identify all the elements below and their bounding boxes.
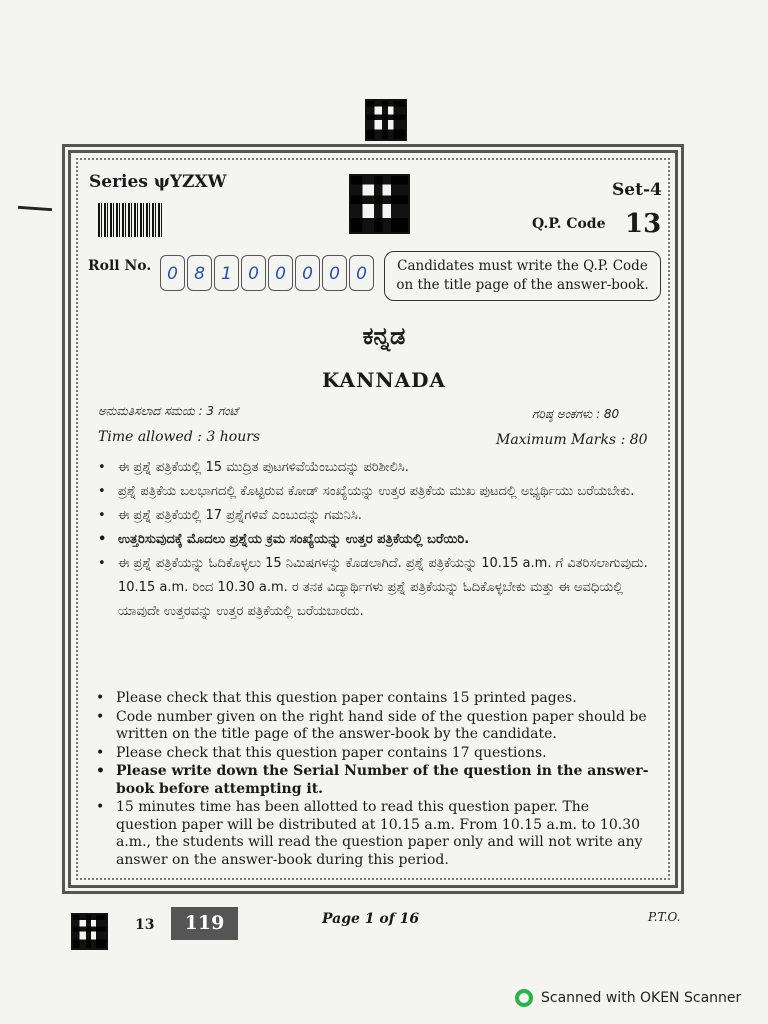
list-item: • Please write down the Serial Number of the question in the answer-book before attempting it. xyxy=(92,763,652,798)
list-item: • ಈ ಪ್ರಶ್ನೆ ಪತ್ರಿಕೆಯನ್ನು ಓದಿಕೊಳ್ಳಲು 15 ನಿಮಿಷಗಳನ್ನು ಕೊಡಲಾಗಿದೆ. ಪ್ರಶ್ನೆ ಪತ್ರಿಕೆಯನ್ನು 10.15 a.m. ಗೆ ವಿತರಿಸಲಾಗುವುದು. 10.15 a.m. ರಿಂದ 10.30 a.m. ರ ತನಕ ವಿದ್ಯಾರ್ಥಿಗಳು ಪ್ರಶ್ನೆ ಪತ್ರಿಕೆಯನ್ನು ಓದಿಕೊಳ್ಳಬೇಕು ಮತ್ತು ಈ ಅವಧಿಯಲ್ಲಿ ಯಾವುದೇ ಉತ್ತರವನ್ನು ಉತ್ತರ ಪತ್ರಿಕೆಯಲ್ಲಿ ಬರೆಯಬಾರದು. xyxy=(94,552,654,624)
roll-number-boxes xyxy=(160,255,376,291)
max-marks-kannada: ಗರಿಷ್ಠ ಅಂಕಗಳು : 80 xyxy=(532,407,620,421)
list-item: • 15 minutes time has been allotted to read this question paper. The question paper will be distributed at 10.15 a.m. From 10.15 a.m. to 10.30 a.m., the students will read the question paper only and will not write any answer on the answer-book during this period. xyxy=(92,799,652,869)
roll-digit: 0 xyxy=(322,255,347,291)
list-item: • ಈ ಪ್ರಶ್ನೆ ಪತ್ರಿಕೆಯಲ್ಲಿ 17 ಪ್ರಶ್ನೆಗಳಿವೆ ಎಂಬುದನ್ನು ಗಮನಿಸಿ. xyxy=(94,504,654,528)
roll-number-label: Roll No. xyxy=(88,258,152,274)
roll-digit: 0 xyxy=(349,255,374,291)
time-allowed-kannada: ಅನುಮತಿಸಲಾದ ಸಮಯ : 3 ಗಂಟೆ xyxy=(98,404,239,418)
list-item: • Please check that this question paper contains 17 questions. xyxy=(92,745,652,763)
barcode-icon xyxy=(98,203,164,237)
list-item: • Code number given on the right hand side of the question paper should be written on the title page of the answer-book by the candidate. xyxy=(92,709,652,744)
footer-code: 13 xyxy=(135,917,155,933)
list-item: • Please check that this question paper contains 15 printed pages. xyxy=(92,690,652,708)
roll-digit: 0 xyxy=(295,255,320,291)
instructions-english xyxy=(92,690,652,870)
qr-code-icon xyxy=(367,101,405,139)
qp-code-label: Q.P. Code xyxy=(532,216,606,232)
pto-label: P.T.O. xyxy=(648,910,681,924)
page-badge: 119 xyxy=(171,907,238,940)
list-item: • ಉತ್ತರಿಸುವುದಕ್ಕೆ ಮೊದಲು ಪ್ರಶ್ನೆಯ ಕ್ರಮ ಸಂಖ್ಯೆಯನ್ನು ಉತ್ತರ ಪತ್ರಿಕೆಯಲ್ಲಿ ಬರೆಯಿರಿ. xyxy=(94,528,654,552)
roll-digit: 8 xyxy=(187,255,212,291)
roll-digit: 0 xyxy=(241,255,266,291)
candidate-note: Candidates must write the Q.P. Code on the title page of the answer-book. xyxy=(384,251,661,301)
subject-title-kannada: ಕನ್ನಡ xyxy=(362,322,406,350)
series-label: Series ψYZXW xyxy=(89,172,227,192)
list-item: • ಈ ಪ್ರಶ್ನೆ ಪತ್ರಿಕೆಯಲ್ಲಿ 15 ಮುದ್ರಿತ ಪುಟಗಳಿವೆಯೆಂಬುದನ್ನು ಪರಿಶೀಲಿಸಿ. xyxy=(94,456,654,480)
max-marks: Maximum Marks : 80 xyxy=(496,432,648,448)
list-item: • ಪ್ರಶ್ನೆ ಪತ್ರಿಕೆಯ ಬಲಭಾಗದಲ್ಲಿ ಕೊಟ್ಟಿರುವ ಕೋಡ್ ಸಂಖ್ಯೆಯನ್ನು ಉತ್ತರ ಪತ್ರಿಕೆಯ ಮುಖ ಪುಟದಲ್ಲಿ ಅಭ್ಯರ್ಥಿಯು ಬರೆಯಬೇಕು. xyxy=(94,480,654,504)
roll-digit: 0 xyxy=(268,255,293,291)
instructions-kannada xyxy=(94,456,654,624)
set-number: Set-4 xyxy=(612,180,662,200)
time-allowed: Time allowed : 3 hours xyxy=(98,429,261,445)
qr-code-icon xyxy=(351,176,408,232)
roll-digit: 1 xyxy=(214,255,239,291)
roll-digit: 0 xyxy=(160,255,185,291)
scanner-label: Scanned with OKEN Scanner xyxy=(541,990,742,1006)
qr-code-icon xyxy=(73,915,106,948)
pen-mark xyxy=(18,206,52,211)
subject-title-english: KANNADA xyxy=(321,368,447,392)
scanner-watermark xyxy=(515,989,741,1007)
qp-code: 13 xyxy=(625,209,662,239)
page-number: Page 1 of 16 xyxy=(322,911,420,927)
oken-scanner-logo-icon xyxy=(515,989,533,1007)
